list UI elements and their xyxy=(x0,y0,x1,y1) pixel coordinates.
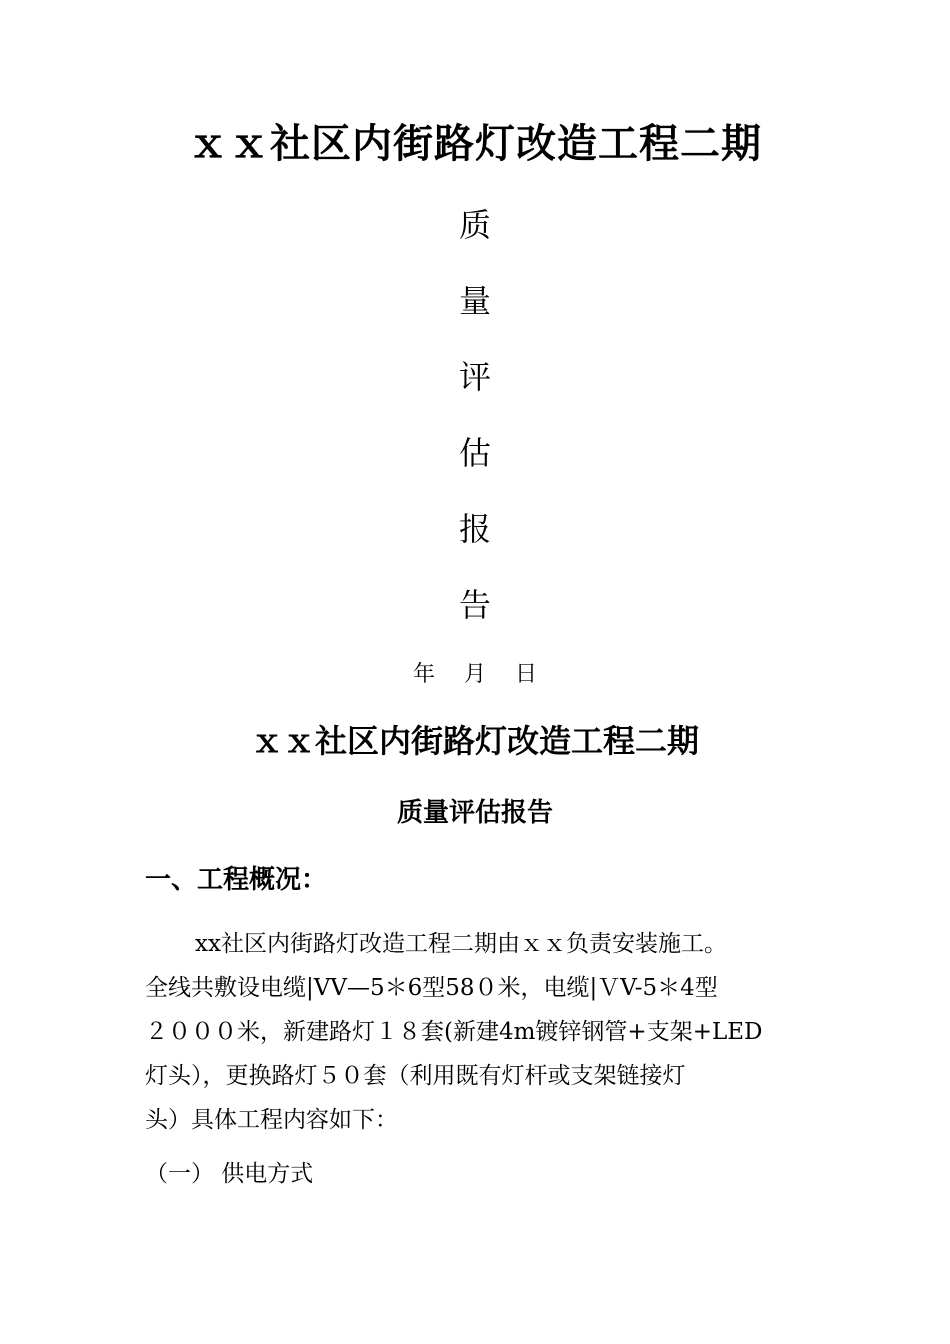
sub-heading-power-supply: （一） 供电方式 xyxy=(145,1161,314,1187)
cover-title: ｘｘ社区内街路灯改造工程二期 xyxy=(188,120,762,167)
cover-date xyxy=(0,660,950,690)
cover-vertical-char: 量 xyxy=(458,282,491,320)
overview-paragraph xyxy=(145,922,805,1142)
date-year-label: 年 xyxy=(412,662,435,687)
cover-vertical-char: 评 xyxy=(458,358,491,396)
section-heading-overview: 一、工程概况： xyxy=(145,865,328,895)
date-month-label: 月 xyxy=(463,662,486,687)
cover-vertical-char: 告 xyxy=(458,586,491,624)
cover-vertical-char: 质 xyxy=(458,206,491,244)
paragraph-line: ２０００米，新建路灯１８套(新建4m镀锌钢管+支架+LED xyxy=(145,1019,763,1045)
document-title: ｘｘ社区内街路灯改造工程二期 xyxy=(250,722,699,760)
paragraph-line: 全线共敷设电缆|VV—5＊6型58０米，电缆|ＶV-5＊4型 xyxy=(145,975,718,1001)
date-day-label: 日 xyxy=(515,662,538,687)
paragraph-line: 灯头），更换路灯５０套（利用既有灯杆或支架链接灯 xyxy=(145,1063,686,1089)
document-subtitle: 质量评估报告 xyxy=(396,798,553,828)
cover-vertical-char: 估 xyxy=(458,434,491,472)
paragraph-line: xx社区内街路灯改造工程二期由ｘｘ负责安装施工。 xyxy=(195,931,727,957)
cover-vertical-char: 报 xyxy=(458,510,491,548)
paragraph-line: 头）具体工程内容如下： xyxy=(145,1107,398,1133)
